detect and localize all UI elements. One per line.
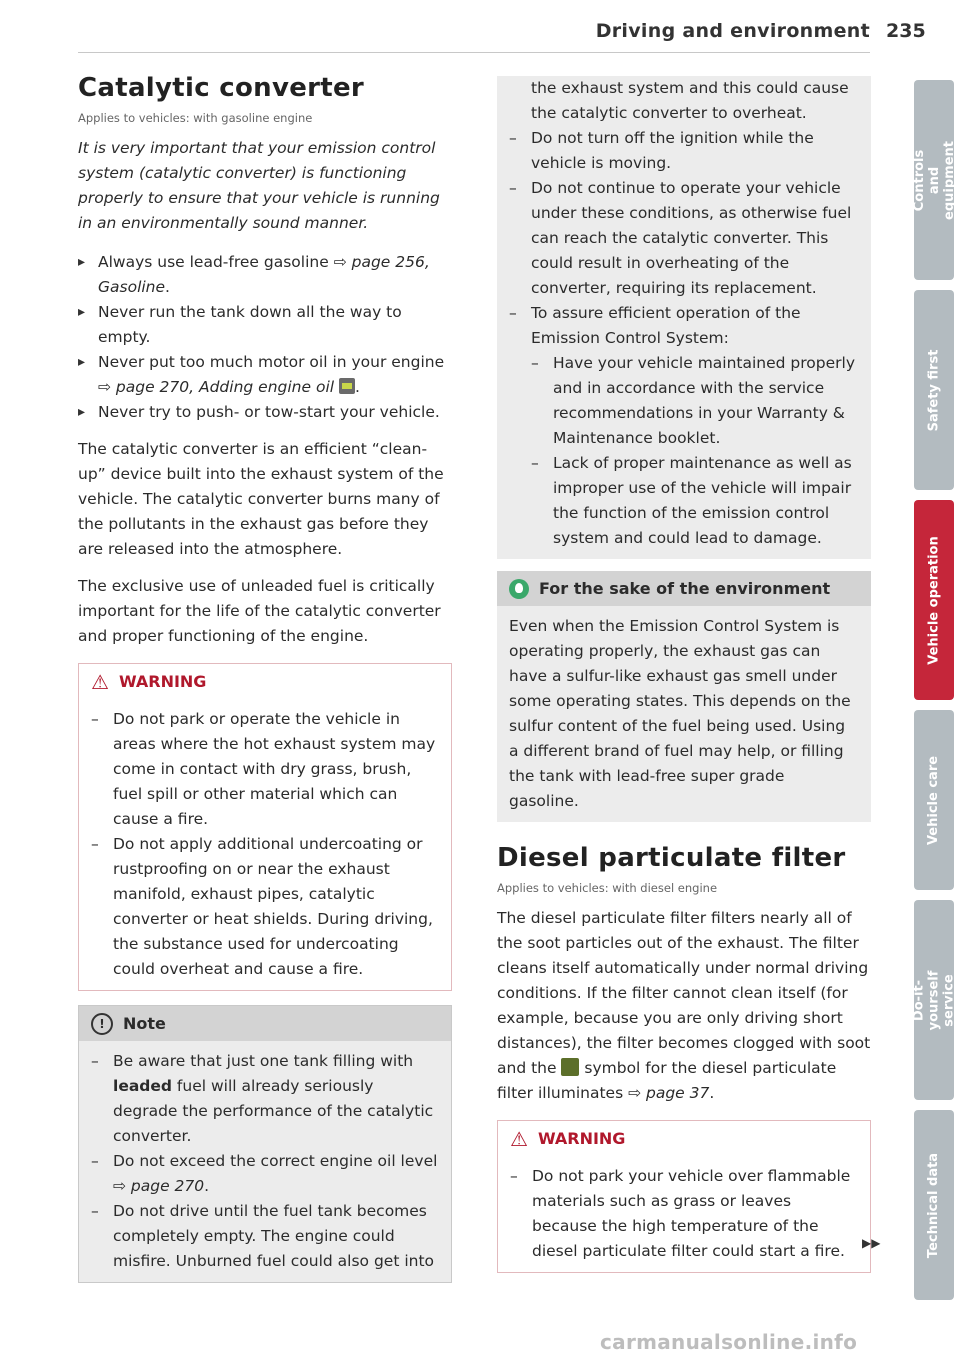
- environment-leaf-icon: [509, 579, 529, 599]
- catalytic-converter-heading: Catalytic converter: [78, 73, 365, 103]
- tab-controls-and-equipment[interactable]: Controls and equipment: [914, 80, 954, 280]
- warning-item: – Do not apply additional undercoating or rustproofing on or near the exhaust manifold, exhaust pipes, catalytic converter or heat shields. During driving, the substance used for undercoating could overheat and cause a fire.: [91, 832, 439, 982]
- note-item: – Be aware that just one tank filling with leaded fuel will already seriously degrade the performance of the catalytic converter.: [91, 1049, 439, 1149]
- tab-vehicle-care[interactable]: Vehicle care: [914, 710, 954, 890]
- left-column: [78, 72, 452, 1295]
- body-paragraph: The diesel particulate filter filters nearly all of the soot particles out of the exhaust. The filter cleans itself automatically under normal driving conditions. If the filter cannot clean itself (for example, because you are only driving short distances), the filter becomes clogged with soot and the symbol for the diesel particulate filter illuminates ⇨ page 37.: [497, 909, 871, 1102]
- warning-item: – Do not park your vehicle over flammable materials such as grass or leaves because the high temperature of the diesel particulate filter could start a fire.: [510, 1164, 858, 1264]
- note-continuation: [497, 76, 871, 559]
- page-link[interactable]: ⇨ page 270: [113, 1177, 205, 1195]
- environment-header: [497, 571, 871, 606]
- warning-triangle-icon: ⚠: [510, 1126, 528, 1151]
- environment-title: For the sake of the environment: [539, 579, 831, 598]
- right-column: [497, 76, 871, 1285]
- header-rule: [78, 52, 870, 53]
- applies-note: Applies to vehicles: with diesel engine: [497, 881, 718, 895]
- watermark: carmanualsonline.info: [600, 1330, 858, 1354]
- body-paragraph: The catalytic converter is an efficient “clean-up” device built into the exhaust system of the vehicle. The catalytic converter burns many of the pollutants in the exhaust gas before they are released into the atmosphere.: [78, 440, 444, 558]
- warning-title: WARNING: [118, 672, 207, 691]
- warning-title: WARNING: [537, 1129, 626, 1148]
- warning-list: [510, 1164, 858, 1264]
- note-list: [91, 1049, 439, 1274]
- step-item: ▸ Always use lead-free gasoline ⇨ page 256, Gasoline.: [78, 250, 452, 300]
- engine-oil-icon: [339, 378, 355, 394]
- environment-box: [497, 571, 871, 822]
- step-item: ▸ Never put too much motor oil in your engine ⇨ page 270, Adding engine oil .: [78, 350, 452, 400]
- diesel-particulate-filter-icon: [561, 1058, 579, 1076]
- warning-box: [497, 1120, 871, 1273]
- note-item: – To assure efficient operation of the Emission Control System:: [509, 301, 859, 351]
- page-link[interactable]: ⇨ page 37: [628, 1084, 710, 1102]
- continued-text: the exhaust system and this could cause the catalytic converter to overheat.: [531, 79, 849, 122]
- page-number: 235: [886, 20, 926, 42]
- note-subitem: – Have your vehicle maintained properly and in accordance with the service recommendations in your Warranty & Maintenance booklet.: [531, 351, 859, 451]
- warning-header: [498, 1121, 870, 1156]
- note-item: – Do not turn off the ignition while the vehicle is moving.: [509, 126, 859, 176]
- step-item: ▸ Never try to push- or tow-start your vehicle.: [78, 400, 452, 425]
- note-subitem: – Lack of proper maintenance as well as improper use of the vehicle will impair the function of the emission control system and could lead to damage.: [531, 451, 859, 551]
- step-list: [78, 250, 452, 425]
- warning-header: [79, 664, 451, 699]
- note-icon: !: [91, 1013, 113, 1035]
- tab-safety-first[interactable]: Safety first: [914, 290, 954, 490]
- tab-vehicle-operation[interactable]: Vehicle operation: [914, 500, 954, 700]
- continue-arrow-icon: ▶▶: [862, 1236, 881, 1250]
- note-header: [79, 1006, 451, 1041]
- warning-item: – Do not park or operate the vehicle in areas where the hot exhaust system may come in contact with dry grass, brush, fuel spill or other material which can cause a fire.: [91, 707, 439, 832]
- warning-triangle-icon: ⚠: [91, 669, 109, 694]
- page-link[interactable]: ⇨ page 256, Gasoline: [98, 253, 430, 296]
- applies-note: Applies to vehicles: with gasoline engine: [78, 111, 313, 125]
- continued-sublist: [531, 351, 859, 551]
- warning-list: [91, 707, 439, 982]
- tab-do-it-yourself-service[interactable]: Do-it-yourself service: [914, 900, 954, 1100]
- body-paragraph: The exclusive use of unleaded fuel is critically important for the life of the catalytic converter and proper functioning of the engine.: [78, 577, 441, 645]
- page-link[interactable]: ⇨ page 270, Adding engine oil: [98, 378, 335, 396]
- intro-paragraph: It is very important that your emission control system (catalytic converter) is functioning properly to ensure that your vehicle is running in an environmentally sound manner.: [78, 139, 440, 232]
- environment-text: Even when the Emission Control System is operating properly, the exhaust gas can have a sulfur-like exhaust gas smell under some operating states. This depends on the sulfur content of the fuel being used. Using a different brand of fuel may help, or filling the tank with lead-free super grade gasoline.: [497, 606, 871, 822]
- continued-list: [509, 126, 859, 351]
- step-item: ▸ Never run the tank down all the way to empty.: [78, 300, 452, 350]
- note-item: – Do not exceed the correct engine oil level ⇨ page 270.: [91, 1149, 439, 1199]
- note-title: Note: [123, 1014, 166, 1033]
- section-title: Driving and environment: [595, 20, 870, 42]
- warning-box: [78, 663, 452, 991]
- note-item: – Do not drive until the fuel tank becomes completely empty. The engine could misfire. Unburned fuel could also get into: [91, 1199, 439, 1274]
- diesel-filter-heading: Diesel particulate filter: [497, 843, 846, 873]
- note-item: – Do not continue to operate your vehicle under these conditions, as otherwise fuel can reach the catalytic converter. This could result in overheating of the converter, requiring its replacement.: [509, 176, 859, 301]
- tab-technical-data[interactable]: Technical data: [914, 1110, 954, 1300]
- note-box: [78, 1005, 452, 1283]
